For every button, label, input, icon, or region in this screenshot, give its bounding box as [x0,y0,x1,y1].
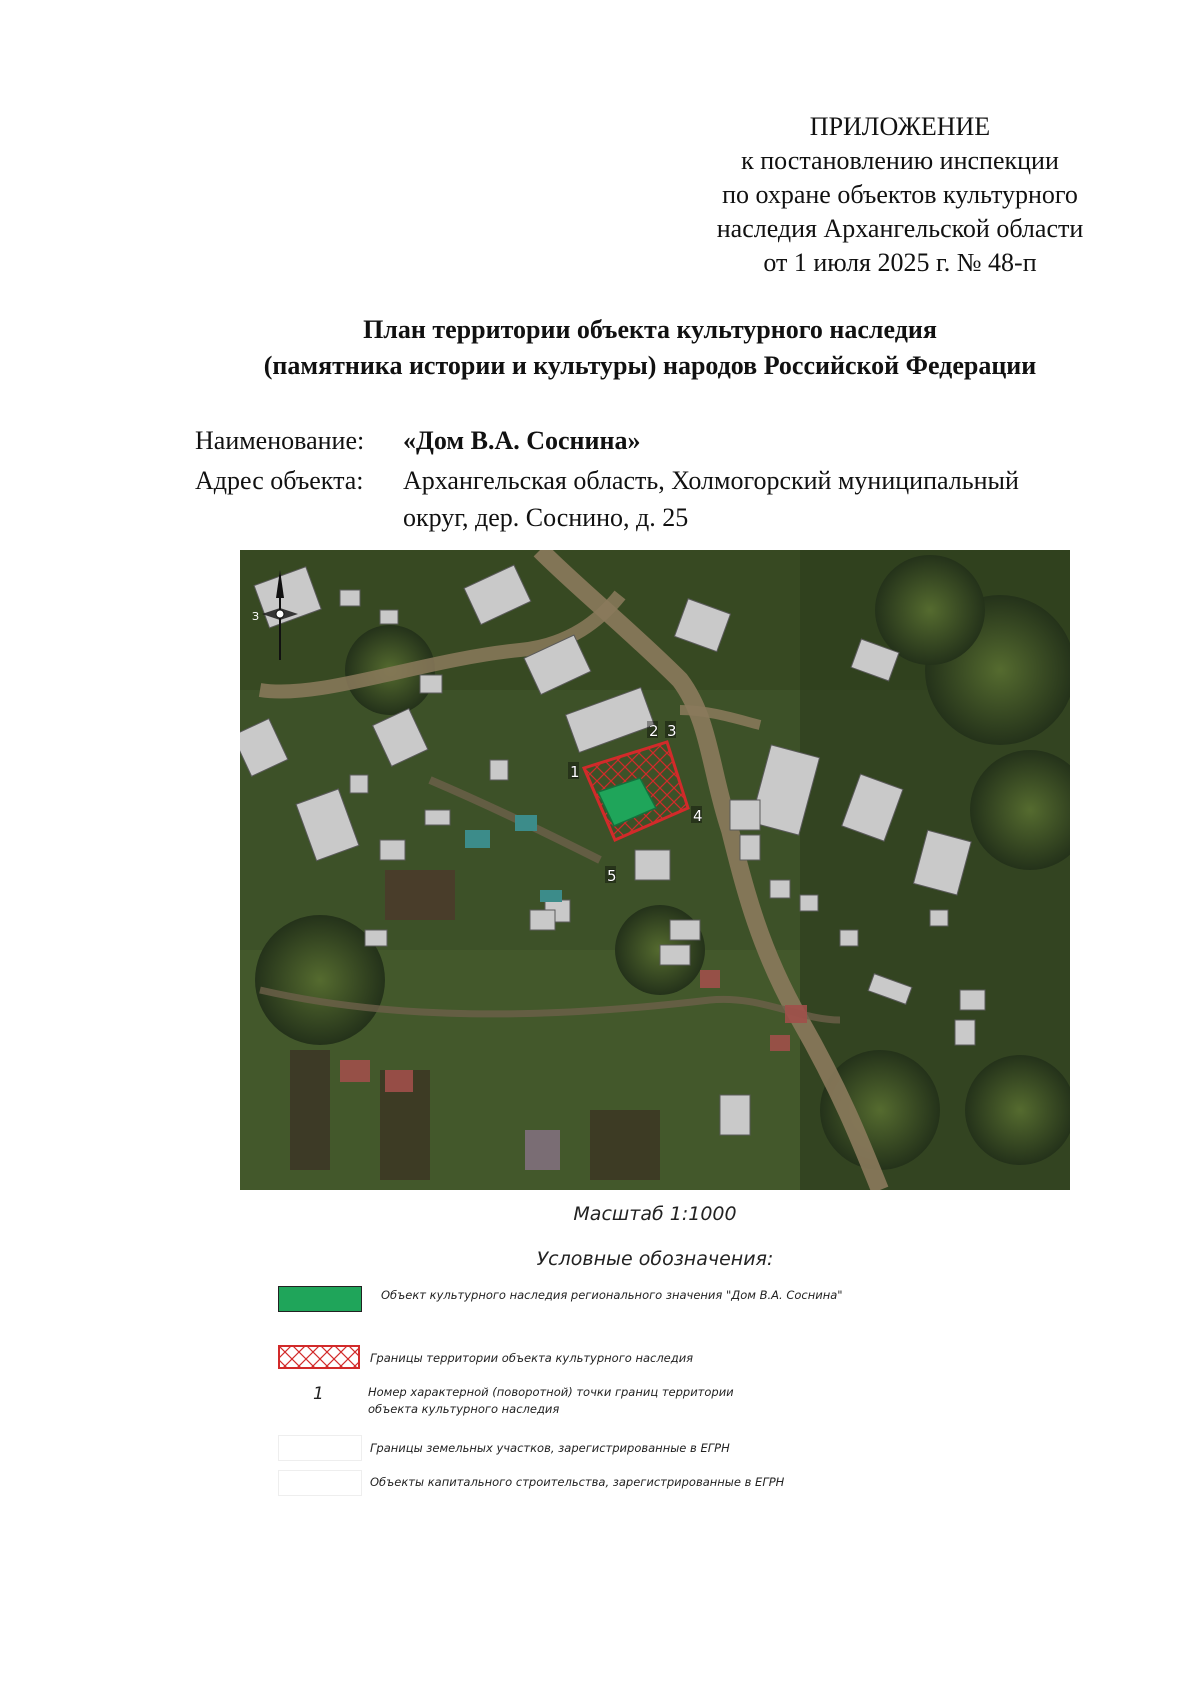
legend-swatch-land-plots [278,1435,362,1461]
plan-title-line: План территории объекта культурного наследия [363,315,937,344]
plan-title-line: (памятника истории и культуры) народов Российской Федерации [263,351,1037,380]
name-value: «Дом В.А. Соснина» [403,426,641,455]
legend-text: Номер характерной (поворотной) точки границ территории [368,1385,734,1399]
plan-title [150,312,1150,384]
legend-text: Объект культурного наследия регионального значения "Дом В.А. Соснина" [381,1288,843,1302]
appendix-line: к постановлению инспекции [741,146,1059,175]
legend-swatch-capital-construction [278,1470,362,1496]
legend-point-symbol: 1 [313,1384,324,1404]
garden-plot [590,1110,660,1180]
legend-swatch-heritage-object [278,1286,362,1312]
appendix-line: наследия Архангельской области [716,214,1084,243]
appendix-date: от 1 июля 2025 г. № 48-п [763,248,1037,277]
garden-plot [290,1050,330,1170]
point-5-label: 5 [607,867,617,885]
legend-title: Условные обозначения: [536,1248,774,1270]
legend-text: Границы территории объекта культурного наследия [370,1351,694,1365]
compass-west-label: З [252,610,260,623]
appendix-line: по охране объектов культурного [722,180,1078,209]
aerial-map-drawing [240,550,1070,1190]
map-scale: Масштаб 1:1000 [573,1203,737,1225]
tree-canopy [875,555,985,665]
legend-text: Границы земельных участков, зарегистрированные в ЕГРН [370,1441,730,1455]
aerial-map [240,550,1070,1190]
legend-text: объекта культурного наследия [368,1402,560,1416]
tree-canopy [965,1055,1070,1165]
address-line: Архангельская область, Холмогорский муниципальный [403,466,1019,495]
appendix-header [690,110,1110,280]
garden-plot [525,1130,560,1170]
name-label: Наименование: [195,426,365,455]
garden-plot [385,870,455,920]
point-3-label: 3 [667,722,677,740]
point-4-label: 4 [693,807,703,825]
address-line: округ, дер. Соснино, д. 25 [403,503,689,532]
point-2-label: 2 [649,722,659,740]
legend-text: Объекты капитального строительства, зарегистрированные в ЕГРН [370,1475,785,1489]
point-1-label: 1 [570,763,580,781]
legend-swatch-territory-border [278,1345,360,1369]
appendix-title: ПРИЛОЖЕНИЕ [809,112,991,141]
address-label: Адрес объекта: [195,466,364,495]
